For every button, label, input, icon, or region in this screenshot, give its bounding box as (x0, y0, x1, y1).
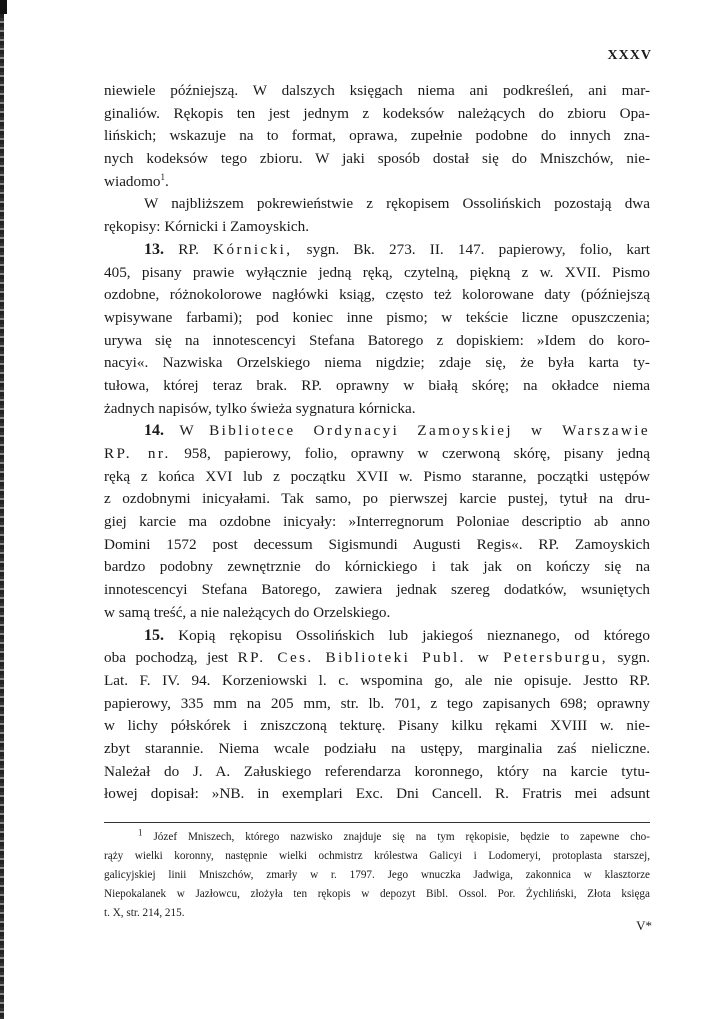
spaced-text: RP. nr. (104, 445, 171, 462)
text-line: Domini 1572 post decessum Sigismundi Augusti Regis«. RP. Zamoyskich (104, 535, 650, 553)
text-line: ręką z końca XVI lub z początku XVII w. Pismo staranne, początki ustępów (104, 467, 650, 485)
text-span: Józef Mniszech, którego nazwisko znajduje się na tym rękopisie, będzie to zapewne cho- (153, 831, 650, 843)
text-line (104, 647, 650, 670)
text-line: lińskich; wskazuje na to format, oprawa, zupełnie podobne do innych zna- (104, 127, 650, 145)
text-line: tułowa, której teraz brak. RP. oprawny w białą skórę; na okładce niema (104, 376, 650, 394)
scan-edge-line (0, 0, 4, 1019)
spaced-text: Kórnicki, (213, 240, 293, 258)
text-span: W (179, 422, 194, 440)
footnote-reference: 1 (160, 171, 166, 182)
spaced-text: RP. Ces. Biblioteki Publ. w Petersburgu, (237, 649, 608, 667)
section-heading-line (104, 625, 650, 648)
text-line: nych kodeksów tego zbioru. W jaki sposób dostał się do Mniszchów, nie- (104, 150, 650, 168)
text-span: Kopią rękopisu Ossolińskich lub jakiegoś nieznanego, od którego (178, 626, 650, 644)
text-line (104, 171, 650, 194)
text-line: z ozdobnymi inicyałami. Tak samo, po pierwszej karcie pustej, tytuł na dru- (104, 490, 650, 508)
text-line: nacyi«. Nazwiska Orzelskiego niema nigdzie; zdaje się, że była karta ty- (104, 354, 650, 372)
text-span: . (165, 172, 169, 190)
footnote-line (104, 828, 650, 847)
text-line: bardzo podobny zewnętrznie do kórnickiego i tak jak on kończy się na (104, 558, 650, 576)
text-line: innotescencyi Stefana Batorego, zawiera jednak szereg dodatków, wsuniętych (104, 581, 650, 599)
section-number: 14. (144, 422, 164, 440)
section-number: 15. (144, 626, 164, 644)
footnote-line: rąży wielki koronny, następnie wielki ochmistrz królestwa Galicyi i Lodomeryi, protoplasta starszej, (104, 850, 650, 862)
footnote-marker: 1 (138, 828, 143, 838)
text-span: 958, papierowy, folio, oprawny w czerwoną skórę, pisany jedną (184, 445, 650, 462)
spaced-text: Bibliotece Ordynacyi Zamoyskiej w Warszawie (209, 422, 650, 440)
main-text (104, 80, 650, 806)
text-line: papierowy, 335 mm na 205 mm, str. lb. 701, z tego zapisanych 698; oprawny (104, 694, 650, 712)
text-line: urywa się na innotescencyi Stefana Batorego z dopiskiem: »Idem do koro- (104, 331, 650, 349)
footnote-line: galicyjskiej linii Mniszchów, zmarły w r. 1797. Jego wnuczka Jadwiga, zakonnica w klasztorze (104, 869, 650, 881)
text-line: Lat. F. IV. 94. Korzeniowski l. c. wspomina go, ale nie opisuje. Jestto RP. (104, 671, 650, 689)
text-line: Należał do J. A. Załuskiego referendarza koronnego, który na karcie tytu- (104, 762, 650, 780)
text-span: RP. (178, 240, 199, 258)
footnote-divider (104, 822, 650, 823)
footnote (104, 828, 650, 923)
text-line: wpisywane farbami); pod koniec inne pismo; w tekście liczne opuszczenia; (104, 308, 650, 326)
footnote-line: t. X, str. 214, 215. (104, 907, 185, 919)
scan-edge-mark (0, 0, 7, 14)
text-span: sygn. Bk. 273. II. 147. papierowy, folio, kart (306, 240, 650, 258)
text-line: zbyt starannie. Niema wcale podziału na ustępy, marginalia zaś nieliczne. (104, 739, 650, 757)
printer-signature-mark: V* (636, 918, 652, 933)
text-line: 405, pisany prawie wyłącznie jedną ręką, czytelną, piękną z w. XVII. Pismo (104, 263, 650, 281)
text-span: oba pochodzą, jest (104, 649, 229, 667)
page-number: XXXV (607, 48, 652, 63)
text-line (104, 443, 650, 466)
text-line: giej karcie ma ozdobne inicyały: »Interregnorum Poloniae descriptio ab anno (104, 513, 650, 531)
text-line: żadnych napisów, tylko świeża sygnatura kórnicka. (104, 399, 416, 417)
text-line: w samą treść, a nie należących do Orzelskiego. (104, 603, 391, 621)
text-line: w lichy półskórek i zniszczoną tekturę. Pisany kilku rękami XVIII w. nie- (104, 717, 650, 735)
text-line: ozdobne, różnokolorowe nagłówki ksiąg, często też kolorowane daty (późniejszą (104, 286, 650, 304)
text-line: rękopisy: Kórnicki i Zamoyskich. (104, 218, 309, 236)
section-number: 13. (144, 240, 164, 258)
footnote-line: Niepokalanek w Jazłowcu, złożyła ten rękopis w depozyt Bibl. Ossol. Por. Żychliński, Złota księga (104, 888, 650, 900)
text-span: sygn. (617, 649, 650, 667)
section-heading-line (104, 239, 650, 262)
text-line: ginaliów. Rękopis ten jest jednym z kodeksów należących do zbioru Opa- (104, 104, 650, 122)
text-line: W najbliższem pokrewieństwie z rękopisem Ossolińskich pozostają dwa (144, 195, 650, 213)
text-span: wiadomo (104, 172, 161, 190)
text-line: niewiele późniejszą. W dalszych księgach niema ani podkreśleń, ani mar- (104, 82, 650, 99)
text-line: łowej dopisał: »NB. in exemplari Exc. Dni Cancell. R. Fratris mei adsunt (104, 785, 650, 803)
section-heading-line (104, 420, 650, 443)
